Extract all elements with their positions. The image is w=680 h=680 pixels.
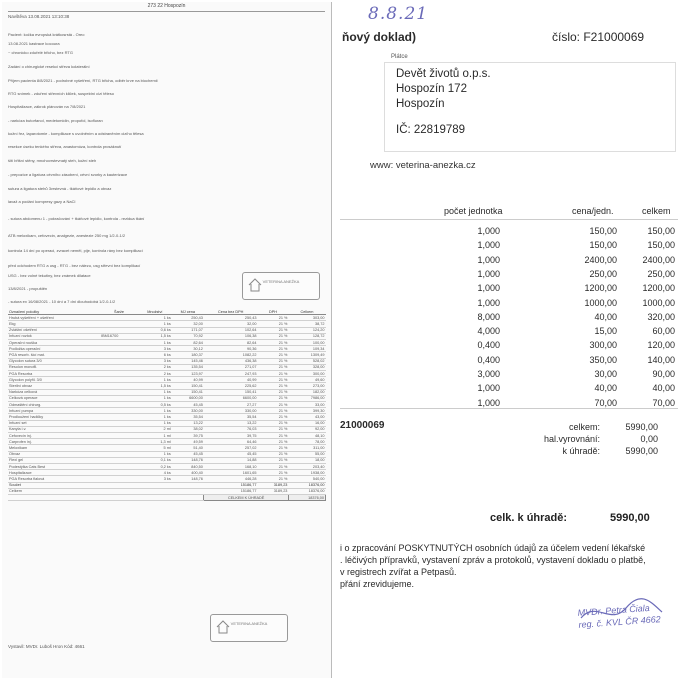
- header-divider: [340, 219, 678, 220]
- stamp-text: VETERINA ANEŽKA: [262, 279, 300, 284]
- table-cell: 123,97: [172, 371, 204, 377]
- table-cell: 271,07: [204, 364, 258, 370]
- table-cell: 13,22: [204, 420, 258, 426]
- table-cell: Podložka operační: [8, 346, 100, 352]
- table-cell: 3 ks: [138, 358, 172, 364]
- table-cell: Sterilní obvaz: [8, 383, 100, 389]
- note-line: ATB meloxikam, cefovecin, analgezie, anestezie 250 mg 1/2-0-1/2: [8, 233, 126, 239]
- table-cell: 82,64: [204, 340, 258, 346]
- invoice-cell: 300,00: [589, 340, 617, 351]
- document-number: číslo: F21000069: [552, 30, 645, 44]
- invoice-row: [450, 398, 678, 412]
- table-cell: 1 ks: [138, 315, 172, 321]
- services-table-body: [8, 315, 326, 482]
- invoice-cell: 40,00: [652, 383, 675, 394]
- clinic-stamp-2: [210, 614, 288, 642]
- table-cell: IBM16700: [100, 333, 138, 339]
- table-cell: 21 %: [258, 395, 289, 401]
- table-cell: 40,99: [172, 377, 204, 383]
- gdpr-line: v registrech zvířat a Petpasů.: [340, 567, 457, 577]
- table-cell: 38,72: [288, 321, 325, 327]
- table-cell: 106,38: [204, 333, 258, 339]
- table-cell: Podestýlka Cats Best: [8, 464, 100, 470]
- column-header: celkem: [642, 206, 671, 216]
- table-cell: 203,40: [288, 464, 325, 470]
- total-total: 18376,00: [288, 488, 325, 494]
- summary-label: k úhradě:: [562, 446, 600, 456]
- table-cell: 49,60: [288, 377, 325, 383]
- invoice-row: [450, 298, 678, 312]
- table-cell: 2 ks: [138, 364, 172, 370]
- document-title: ňový doklad): [342, 30, 417, 44]
- table-cell: 14,88: [204, 457, 258, 463]
- vet-stamp-reg: reg. č. KVL ČR 4662: [578, 614, 662, 630]
- note-line: Příjem pacienta 8/8/2021 - podrobné vyšetření, RTG břicha, odběr krve na biochemii: [8, 78, 158, 84]
- table-cell: Infuzní set: [8, 420, 100, 426]
- table-cell: 1 ks: [138, 340, 172, 346]
- invoice-cell: 8,000: [477, 311, 500, 322]
- invoice-row: [450, 283, 678, 297]
- summary-doc-number: 21000069: [340, 420, 385, 431]
- invoice-row: [450, 355, 678, 369]
- note-line: před odchodem RTG a usg - RTG - bez nálezu, usg střevní bez komplikací: [8, 263, 141, 269]
- table-cell: 7986,00: [288, 395, 325, 401]
- invoice-cell: 350,00: [589, 354, 617, 365]
- table-cell: Prodloužení hadičky: [8, 414, 100, 420]
- table-cell: 76,03: [204, 426, 258, 432]
- invoice-cell: 320,00: [647, 311, 675, 322]
- table-cell: Glycolon sutura 3/0: [8, 358, 100, 364]
- invoice-cell: 150,00: [647, 240, 675, 251]
- table-cell: 540,00: [288, 476, 325, 482]
- invoice-cell: 250,00: [589, 268, 617, 279]
- table-cell: PGA resorb. šicí mat.: [8, 352, 100, 358]
- invoice-cell: 2400,00: [642, 254, 675, 265]
- table-cell: Infuzní pumpa: [8, 408, 100, 414]
- table-cell: 13,22: [172, 420, 204, 426]
- summary-value: 5990,00: [625, 446, 658, 456]
- note-line: ~ chronicko zduřelé břicho, bez RTG: [8, 50, 73, 56]
- payer-ico: IČ: 22819789: [396, 124, 466, 136]
- services-table: [8, 309, 326, 501]
- table-cell: 92,00: [288, 426, 325, 432]
- table-cell: 150,41: [172, 389, 204, 395]
- table-cell: Cefovecin inj.: [8, 433, 100, 439]
- summary-label: celkem:: [568, 422, 600, 432]
- visit-line: Navštěva 13.08.2021 13:10:38: [8, 11, 325, 21]
- table-cell: 21 %: [258, 414, 289, 420]
- rows-divider: [340, 408, 678, 409]
- table-cell: 1 ks: [138, 321, 172, 327]
- table-cell: 45,45: [204, 451, 258, 457]
- to-pay-row: [8, 495, 326, 501]
- table-cell: 5 ml: [138, 445, 172, 451]
- invoice-cell: 1,000: [477, 240, 500, 251]
- invoice-row: [450, 312, 678, 326]
- invoice-cell: 40,00: [594, 383, 617, 394]
- table-cell: 70,92: [172, 333, 204, 339]
- table-cell: 1 ks: [138, 377, 172, 383]
- invoice-cell: 1,000: [477, 383, 500, 394]
- invoice-cell: 1200,00: [642, 283, 675, 294]
- note-line: - prepozice a ligatura cévního zásobení, cévní svorky a kauterizace: [8, 172, 128, 178]
- table-cell: 0,2 ks: [138, 464, 172, 470]
- invoice-cell: 1,000: [477, 226, 500, 236]
- table-cell: 1082,22: [204, 352, 258, 358]
- table-cell: 399,30: [288, 408, 325, 414]
- table-cell: 33,00: [288, 402, 325, 408]
- table-cell: 148,76: [172, 476, 204, 482]
- table-cell: 330,00: [172, 408, 204, 414]
- note-line: Pacient: kočka evropská krátkosrstá - Oreo: [8, 32, 85, 37]
- invoice-cell: 0,400: [477, 340, 500, 351]
- column-header: Šarže: [100, 309, 138, 315]
- note-line: Zadání o chirurgické resekci střeva kolaterální: [8, 64, 90, 70]
- table-cell: 21 %: [258, 333, 289, 339]
- table-cell: 300,00: [288, 371, 325, 377]
- table-cell: 39,75: [172, 433, 204, 439]
- note-line: - narkóza butorfanol, medetomidin, propofol, isofluran: [8, 118, 103, 124]
- table-cell: 1 ks: [138, 395, 172, 401]
- table-cell: 446,28: [204, 476, 258, 482]
- invoice-cell: 1,000: [477, 283, 500, 294]
- table-cell: 1 ks: [138, 420, 172, 426]
- table-cell: 0,6 ks: [138, 327, 172, 333]
- table-cell: 6600,00: [204, 395, 258, 401]
- table-cell: 21 %: [258, 340, 289, 346]
- table-cell: Hospitalizace: [8, 470, 100, 476]
- table-cell: 21 %: [258, 476, 289, 482]
- table-cell: 21 %: [258, 402, 289, 408]
- payer-street: Hospozín 172: [396, 83, 467, 95]
- invoice-cell: 1200,00: [584, 283, 617, 294]
- table-cell: 3 ks: [138, 476, 172, 482]
- table-cell: 311,00: [288, 445, 325, 451]
- table-cell: 21 %: [258, 426, 289, 432]
- note-line: USG - bez volné tekutiny, bez známek dilatace: [8, 272, 91, 278]
- table-cell: 1,3 ml: [138, 439, 172, 445]
- table-cell: 135,54: [172, 364, 204, 370]
- sum-net: 15186,77: [204, 482, 258, 488]
- column-header: cena/jedn.: [572, 206, 614, 216]
- invoice-cell: 1000,00: [584, 297, 617, 308]
- note-line: 13/8/2021 - propuštěn: [8, 285, 48, 291]
- table-cell: Meloxikam: [8, 445, 100, 451]
- table-cell: 1 ks: [138, 408, 172, 414]
- table-cell: Resolon monofil.: [8, 364, 100, 370]
- column-header: Množství: [138, 309, 172, 315]
- vet-stamp-name: MVDr. Petra Čiala: [577, 602, 651, 618]
- sum-label: Součet: [8, 482, 100, 488]
- note-line: šití břišní stěny, mnohovrstevnatý steh, kožní steh: [8, 158, 97, 164]
- table-cell: 150,41: [172, 383, 204, 389]
- invoice-cell: 40,00: [594, 311, 617, 322]
- table-cell: 32,00: [172, 321, 204, 327]
- table-cell: 1 ks: [138, 414, 172, 420]
- invoice-cell: 120,00: [647, 340, 675, 351]
- table-cell: 21 %: [258, 327, 289, 333]
- gdpr-line: i o zpracování POSKYTNUTÝCH osobních údajů za účelem vedení lékařské: [340, 543, 646, 553]
- table-cell: 21 %: [258, 408, 289, 414]
- table-cell: 1309,49: [288, 352, 325, 358]
- table-cell: 6600,00: [172, 395, 204, 401]
- table-cell: 38,02: [172, 426, 204, 432]
- invoice-cell: 1,000: [477, 254, 500, 265]
- house-icon: [215, 619, 231, 635]
- invoice-cell: 30,00: [594, 369, 617, 379]
- note-line: kožní řez, laparotomie - komplikace s uvolněním a odstraněním cizího tělesa: [8, 131, 144, 137]
- table-cell: 45,45: [172, 451, 204, 457]
- house-icon: [247, 277, 263, 293]
- summary-value: 0,00: [640, 434, 658, 444]
- table-cell: 100,00: [288, 340, 325, 346]
- invoice-cell: 1000,00: [642, 297, 675, 308]
- invoice-row: [450, 369, 678, 383]
- table-cell: 78,00: [288, 439, 325, 445]
- invoice-cell: 15,00: [594, 326, 617, 337]
- table-cell: 1 ks: [138, 389, 172, 395]
- stamp-text: VETERINA ANEŽKA: [230, 621, 268, 626]
- total-net: 15186,77: [204, 488, 258, 494]
- table-cell: 0,1 ks: [138, 457, 172, 463]
- table-cell: 180,37: [172, 352, 204, 358]
- invoice-cell: 0,400: [477, 354, 500, 365]
- table-cell: 247,93: [204, 371, 258, 377]
- table-cell: 49,59: [172, 439, 204, 445]
- table-cell: 90,36: [204, 346, 258, 352]
- table-cell: 250,43: [172, 315, 204, 321]
- table-cell: Zvláštní ošetření: [8, 327, 100, 333]
- column-header: DPH: [258, 309, 289, 315]
- invoice-row: [450, 383, 678, 397]
- table-cell: 436,38: [204, 358, 258, 364]
- table-cell: 21 %: [258, 439, 289, 445]
- table-cell: 45,45: [172, 402, 204, 408]
- invoice-row: [450, 240, 678, 254]
- invoice-cell: 1,000: [477, 297, 500, 308]
- scanned-medical-record: [2, 2, 332, 678]
- table-cell: 43,00: [288, 414, 325, 420]
- table-cell: 4 ks: [138, 470, 172, 476]
- note-line: 13.08.2021 kastrace kocoura: [8, 41, 60, 47]
- payer-label: Plátce: [391, 54, 408, 60]
- grand-total-label: celk. k úhradě:: [490, 512, 568, 524]
- column-header: počet jednotka: [444, 206, 503, 216]
- invoice-cell: 3,000: [477, 369, 500, 379]
- payer-name: Devět životů o.p.s.: [396, 68, 491, 80]
- handwritten-date: 8.8.21: [368, 4, 429, 24]
- table-cell: 27,27: [204, 402, 258, 408]
- table-cell: Carprofen inj.: [8, 439, 100, 445]
- invoice-row: [450, 326, 678, 340]
- table-cell: 55,00: [288, 451, 325, 457]
- table-cell: Ekg: [8, 321, 100, 327]
- table-cell: 21 %: [258, 346, 289, 352]
- table-cell: 400,40: [172, 470, 204, 476]
- table-cell: 148,76: [172, 457, 204, 463]
- invoice-cell: 2400,00: [584, 254, 617, 265]
- table-cell: 18,00: [288, 457, 325, 463]
- table-cell: 2 ml: [138, 426, 172, 432]
- table-cell: 21 %: [258, 389, 289, 395]
- table-cell: Celková operace: [8, 395, 100, 401]
- sum-total: 18376,00: [288, 482, 325, 488]
- table-cell: PGA Resorba fialová: [8, 476, 100, 482]
- table-cell: 21 %: [258, 420, 289, 426]
- table-cell: 1 ml: [138, 433, 172, 439]
- summary-value: 5990,00: [625, 422, 658, 432]
- table-cell: 168,10: [204, 464, 258, 470]
- record-header-code: 273 22 Hospozín: [147, 3, 186, 9]
- table-cell: 303,00: [288, 315, 325, 321]
- column-header: MJ cena: [172, 309, 204, 315]
- invoice-cell: 70,00: [652, 397, 675, 408]
- invoice-cell: 60,00: [652, 326, 675, 337]
- to-pay-value: 18376,00: [288, 495, 325, 501]
- table-cell: 16,00: [288, 420, 325, 426]
- table-cell: 109,34: [288, 346, 325, 352]
- invoice-page: [340, 0, 680, 680]
- note-line: sutura a ligatura stehů 3vrstevná - tkáňové lepidlo a obvaz: [8, 186, 112, 192]
- table-cell: 21 %: [258, 358, 289, 364]
- table-cell: Hrubá vyšetření + ošetření: [8, 315, 100, 321]
- website: www: veterina-anezka.cz: [370, 160, 476, 171]
- table-cell: 21 %: [258, 315, 289, 321]
- note-line: RTG snímek - zduření střevních kliček, suspektní cizí těleso: [8, 91, 114, 97]
- table-cell: Infuzní roztok: [8, 333, 100, 339]
- gdpr-notice: [340, 542, 678, 590]
- summary-label: hal.vyrovnání:: [543, 434, 600, 444]
- invoice-cell: 150,00: [589, 240, 617, 251]
- sum-vat: 3189,23: [258, 482, 289, 488]
- table-cell: Operační rouška: [8, 340, 100, 346]
- table-cell: 21 %: [258, 451, 289, 457]
- table-cell: 330,00: [204, 408, 258, 414]
- table-cell: 21 %: [258, 433, 289, 439]
- note-line: kontrola 14 dní po operaci, zvracet neměl, pije, kontrola rány bez komplikací: [8, 248, 143, 254]
- table-cell: 35,54: [204, 414, 258, 420]
- table-cell: 0,5 ks: [138, 402, 172, 408]
- issuer-signature-line: Vystavil: MVDr. Luboš Hron Kód: 4661: [8, 644, 85, 649]
- gdpr-line: . léčivých přípravků, vystavení zpráv a protokolů, vystavení dokladu o platbě,: [340, 555, 646, 565]
- table-cell: 102,64: [204, 327, 258, 333]
- invoice-row: [450, 226, 678, 240]
- invoice-cell: 70,00: [594, 397, 617, 408]
- note-line: - sutura abdomenu 1 - pokračování + tkáňové lepidlo, kontrola - rezidua tkání: [8, 216, 145, 222]
- table-cell: 1938,00: [288, 470, 325, 476]
- invoice-cell: 4,000: [477, 326, 500, 337]
- table-cell: 35,54: [172, 414, 204, 420]
- table-cell: 3 ks: [138, 346, 172, 352]
- clinical-notes: [8, 32, 330, 308]
- table-cell: 1601,65: [204, 470, 258, 476]
- table-cell: 225,62: [204, 383, 258, 389]
- table-cell: 39,75: [204, 433, 258, 439]
- table-cell: Narkóza celková: [8, 389, 100, 395]
- table-cell: 21 %: [258, 464, 289, 470]
- invoice-cell: 140,00: [647, 354, 675, 365]
- table-cell: 182,00: [288, 389, 325, 395]
- table-cell: Flexi gel: [8, 457, 100, 463]
- table-cell: 64,46: [204, 439, 258, 445]
- column-header: Celkem: [288, 309, 325, 315]
- table-cell: 21 %: [258, 352, 289, 358]
- table-cell: 250,43: [204, 315, 258, 321]
- table-cell: 1 ks: [138, 451, 172, 457]
- table-cell: Odmaštění chirurg.: [8, 402, 100, 408]
- table-cell: 124,20: [288, 327, 325, 333]
- note-line: lavaž a podání kompresy gazy a NaCl: [8, 199, 76, 205]
- table-cell: 32,00: [204, 321, 258, 327]
- invoice-row: [450, 340, 678, 354]
- table-cell: 21 %: [258, 364, 289, 370]
- table-cell: 21 %: [258, 377, 289, 383]
- table-cell: 528,02: [288, 358, 325, 364]
- table-cell: 150,41: [204, 389, 258, 395]
- table-cell: 21 %: [258, 383, 289, 389]
- table-cell: Glycolon polyfil. 3/0: [8, 377, 100, 383]
- table-cell: 21 %: [258, 371, 289, 377]
- table-cell: 21 %: [258, 445, 289, 451]
- to-pay-label: CELKEM K ÚHRADĚ: [204, 495, 289, 501]
- table-cell: 21 %: [258, 321, 289, 327]
- table-cell: 171,07: [172, 327, 204, 333]
- invoice-cell: 1,000: [477, 268, 500, 279]
- table-cell: 21 %: [258, 470, 289, 476]
- invoice-cell: 250,00: [647, 268, 675, 279]
- gdpr-line: přání zrevidujeme.: [340, 579, 415, 589]
- invoice-row: [450, 269, 678, 283]
- invoice-cell: 150,00: [647, 226, 675, 236]
- table-cell: 21 %: [258, 457, 289, 463]
- grand-total-value: 5990,00: [610, 512, 650, 524]
- table-cell: 51,40: [172, 445, 204, 451]
- total-vat: 3189,23: [258, 488, 289, 494]
- column-header: Cena bez DPH: [204, 309, 258, 315]
- note-line: Hospitalizace, zákrok plánován na 7/8/2021: [8, 104, 86, 110]
- table-cell: 328,00: [288, 364, 325, 370]
- table-cell: 257,02: [204, 445, 258, 451]
- table-cell: 30,12: [172, 346, 204, 352]
- invoice-row: [450, 255, 678, 269]
- note-line: - sutura ex 16/08/2021 - 10 dní a 7 dní dlouhodobá 1/2-0-1/2: [8, 298, 116, 304]
- invoice-cell: 90,00: [652, 369, 675, 379]
- table-cell: 128,72: [288, 333, 325, 339]
- invoice-cell: 150,00: [589, 226, 617, 236]
- table-cell: 273,00: [288, 383, 325, 389]
- payer-city: Hospozín: [396, 98, 445, 110]
- table-cell: 40,99: [204, 377, 258, 383]
- table-cell: Kanyla i.v.: [8, 426, 100, 432]
- clinic-stamp: [242, 272, 320, 300]
- table-cell: 1,5 ks: [138, 383, 172, 389]
- table-cell: 1,5 ks: [138, 333, 172, 339]
- column-header: Označení položky: [8, 309, 100, 315]
- note-line: resekce úseku tenkého střeva, anastomóza, kontrola prosáknutí: [8, 144, 122, 150]
- table-cell: 2 ks: [138, 371, 172, 377]
- table-cell: 145,46: [172, 358, 204, 364]
- table-cell: 840,50: [172, 464, 204, 470]
- table-cell: 82,64: [172, 340, 204, 346]
- invoice-cell: 1,000: [477, 397, 500, 408]
- table-cell: PGA Resorba: [8, 371, 100, 377]
- table-cell: 6 ks: [138, 352, 172, 358]
- total-label: Celkem: [8, 488, 100, 494]
- table-cell: Obvaz: [8, 451, 100, 457]
- table-cell: 48,10: [288, 433, 325, 439]
